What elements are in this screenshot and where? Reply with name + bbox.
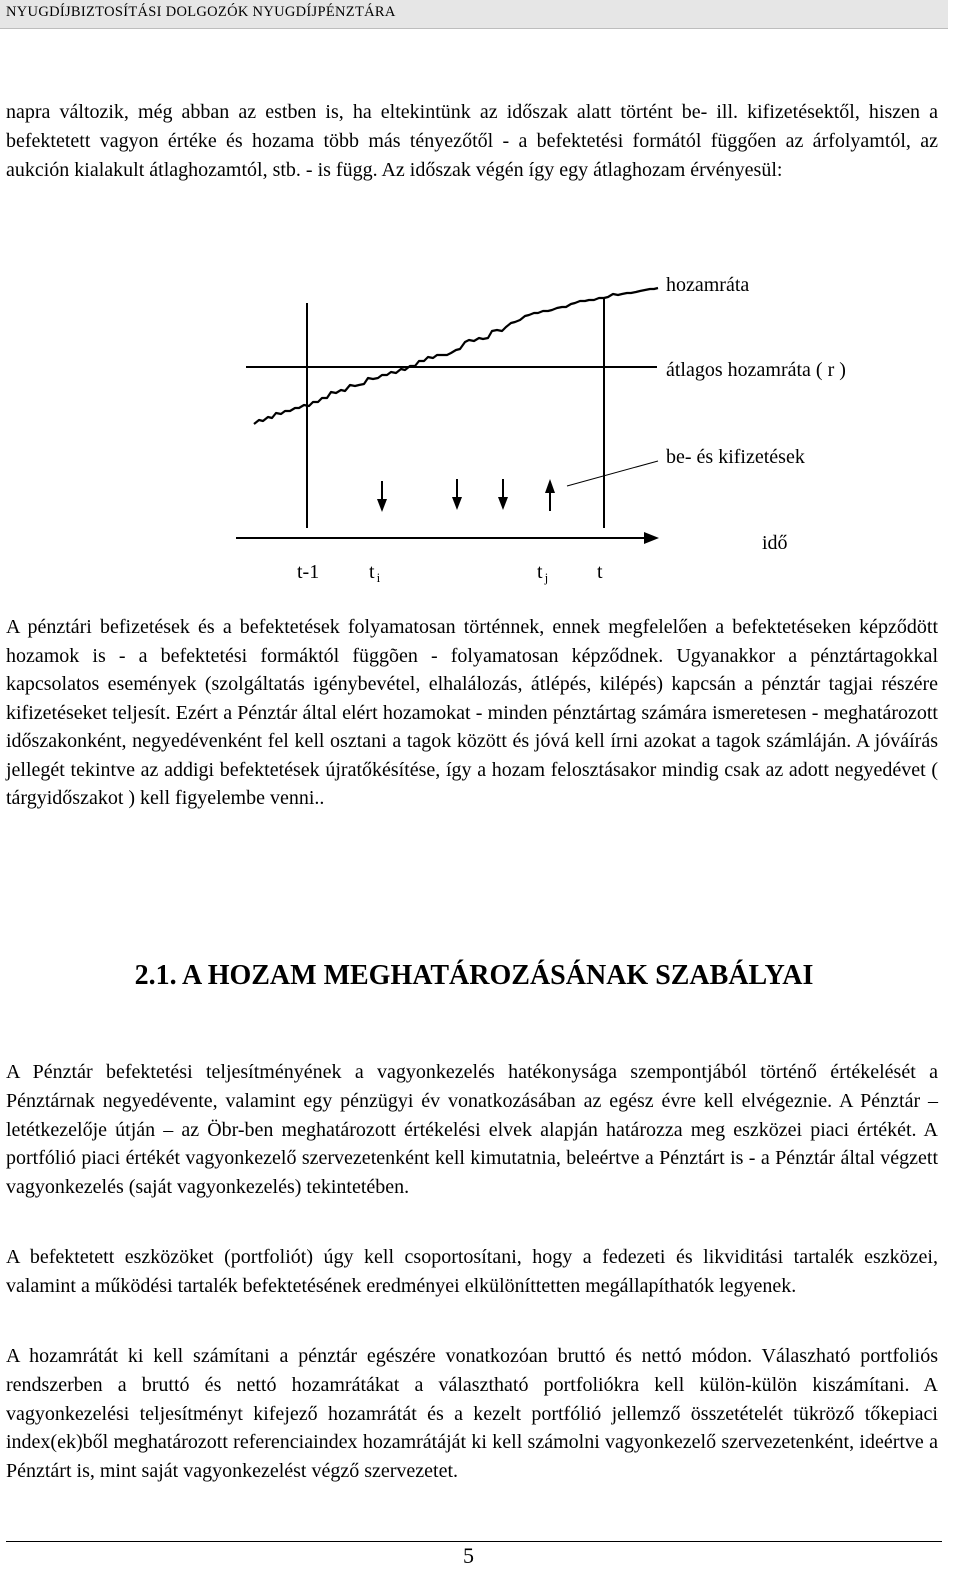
performance-paragraph: A Pénztár befektetési teljesítményének a vagyonkezelés hatékonysága szempontjából történő értékelését a Pénztárnak negyedévente, valamint egy pénzügyi év vonatkozásában az egész évre kell elvégeznie. A Pénztár – letétkezelője útján – az Öbr-ben meghatározott értékelési elvek alapján határozza meg eszközei piaci értékét. A portfólió piaci értékét vagyonkezelő szervezetenként kell kimutatnia, beleértve a Pénztárt is - a Pénztár által végzett vagyonkezelés (saját vagyonkezelés) tekintetében. <box>6 1061 938 1199</box>
label-return-rate: hozamráta <box>666 274 750 296</box>
header-title: NYUGDÍJBIZTOSÍTÁSI DOLGOZÓK NYUGDÍJPÉNZTÁRA <box>6 4 396 20</box>
page-number: 5 <box>463 1543 474 1568</box>
intro-paragraph: napra változik, még abban az estben is, ha eltekintünk az időszak alatt történt be- ill. kifizetésektől, hiszen a befektetett vagyon értéke és hozama több más tényezőtől - a befektetési formától függően az árfolyamtól, az aukción kialakult átlaghozamtól, stb. - is függ. Az időszak végén így egy átlaghozam érvényesül: <box>6 101 938 181</box>
label-average-rate: átlagos hozamráta ( r ) <box>666 359 846 381</box>
fund-paragraph: A pénztári befizetések és a befektetések folyamatosan történnek, ennek megfelelően a befektetéseken képződött hozamok is - a befektetési formáktól függõen - folyamatosan képződnek. Ugyanakkor a pénztártagokkal kapcsolatos események (szolgáltatás igénybevétel, elhalálozás, átlépés, kilépés) kapcsán a pénztár tagjai részére kifizetéseket teljesít. Ezért a Pénztár által elért hozamokat - minden pénztártag számára ismeretesen - meghatározott időszakonként, negyedévenként fel kell osztani a tagok között és jóvá kell írni azokat a tagok számláján. A jóváírás jellegét tekintve az addigi befektetések újratőkésítése, így a hozam felosztásakor mindig csak az adott negyedévet ( tárgyidőszakot ) kell figyelembe venni.. <box>6 616 938 809</box>
return-rate-diagram <box>0 240 960 600</box>
return-rate-curve <box>254 288 658 424</box>
label-time: idő <box>762 532 788 554</box>
tick-tj-base: t <box>537 561 543 583</box>
flows-leader-line <box>567 461 658 486</box>
tick-t: t <box>597 561 603 583</box>
tick-ti-sub: i <box>376 570 381 585</box>
label-flows: be- és kifizetések <box>666 446 805 468</box>
header-divider <box>0 28 948 29</box>
inflow-arrowhead-2 <box>452 497 462 510</box>
tick-t-minus-1: t-1 <box>297 561 320 583</box>
section-heading: 2.1. A HOZAM MEGHATÁROZÁSÁNAK SZABÁLYAI <box>134 960 814 991</box>
time-axis-arrowhead <box>644 532 659 544</box>
tick-ti <box>369 561 381 585</box>
inflow-arrowhead-3 <box>498 497 508 510</box>
footer-divider <box>6 1541 942 1542</box>
outflow-arrowhead <box>545 479 555 493</box>
tick-ti-base: t <box>369 561 375 583</box>
inflow-arrowhead-1 <box>377 499 387 512</box>
portfolio-paragraph: A befektetett eszközöket (portfoliót) úgy kell csoportosítani, hogy a fedezeti és likviditási tartalék eszközei, valamint a működési tartalék befektetésének eredményei elkülöníttetten megállapíthatók legyenek. <box>6 1246 938 1297</box>
tick-tj-sub: j <box>544 570 549 585</box>
rate-paragraph: A hozamrátát ki kell számítani a pénztár egészére vonatkozóan bruttó és nettó módon. Válaszható portfoliós rendszerben a bruttó és nettó hozamrátákat a választható portfoliókra kell külön-külön kiszámítani. A vagyonkezelési teljesítményt kifejező hozamrátát és a kezelt portfólió jellemző összetételét tükröző tőkepiaci index(ek)ből meghatározott referenciaindex hozamrátáját ki kell számolni vagyonkezelő szervezetenként, ideértve a Pénztárt is, mint saját vagyonkezelést végző szervezetet. <box>6 1345 938 1483</box>
tick-tj <box>537 561 548 585</box>
page-header <box>0 0 948 28</box>
